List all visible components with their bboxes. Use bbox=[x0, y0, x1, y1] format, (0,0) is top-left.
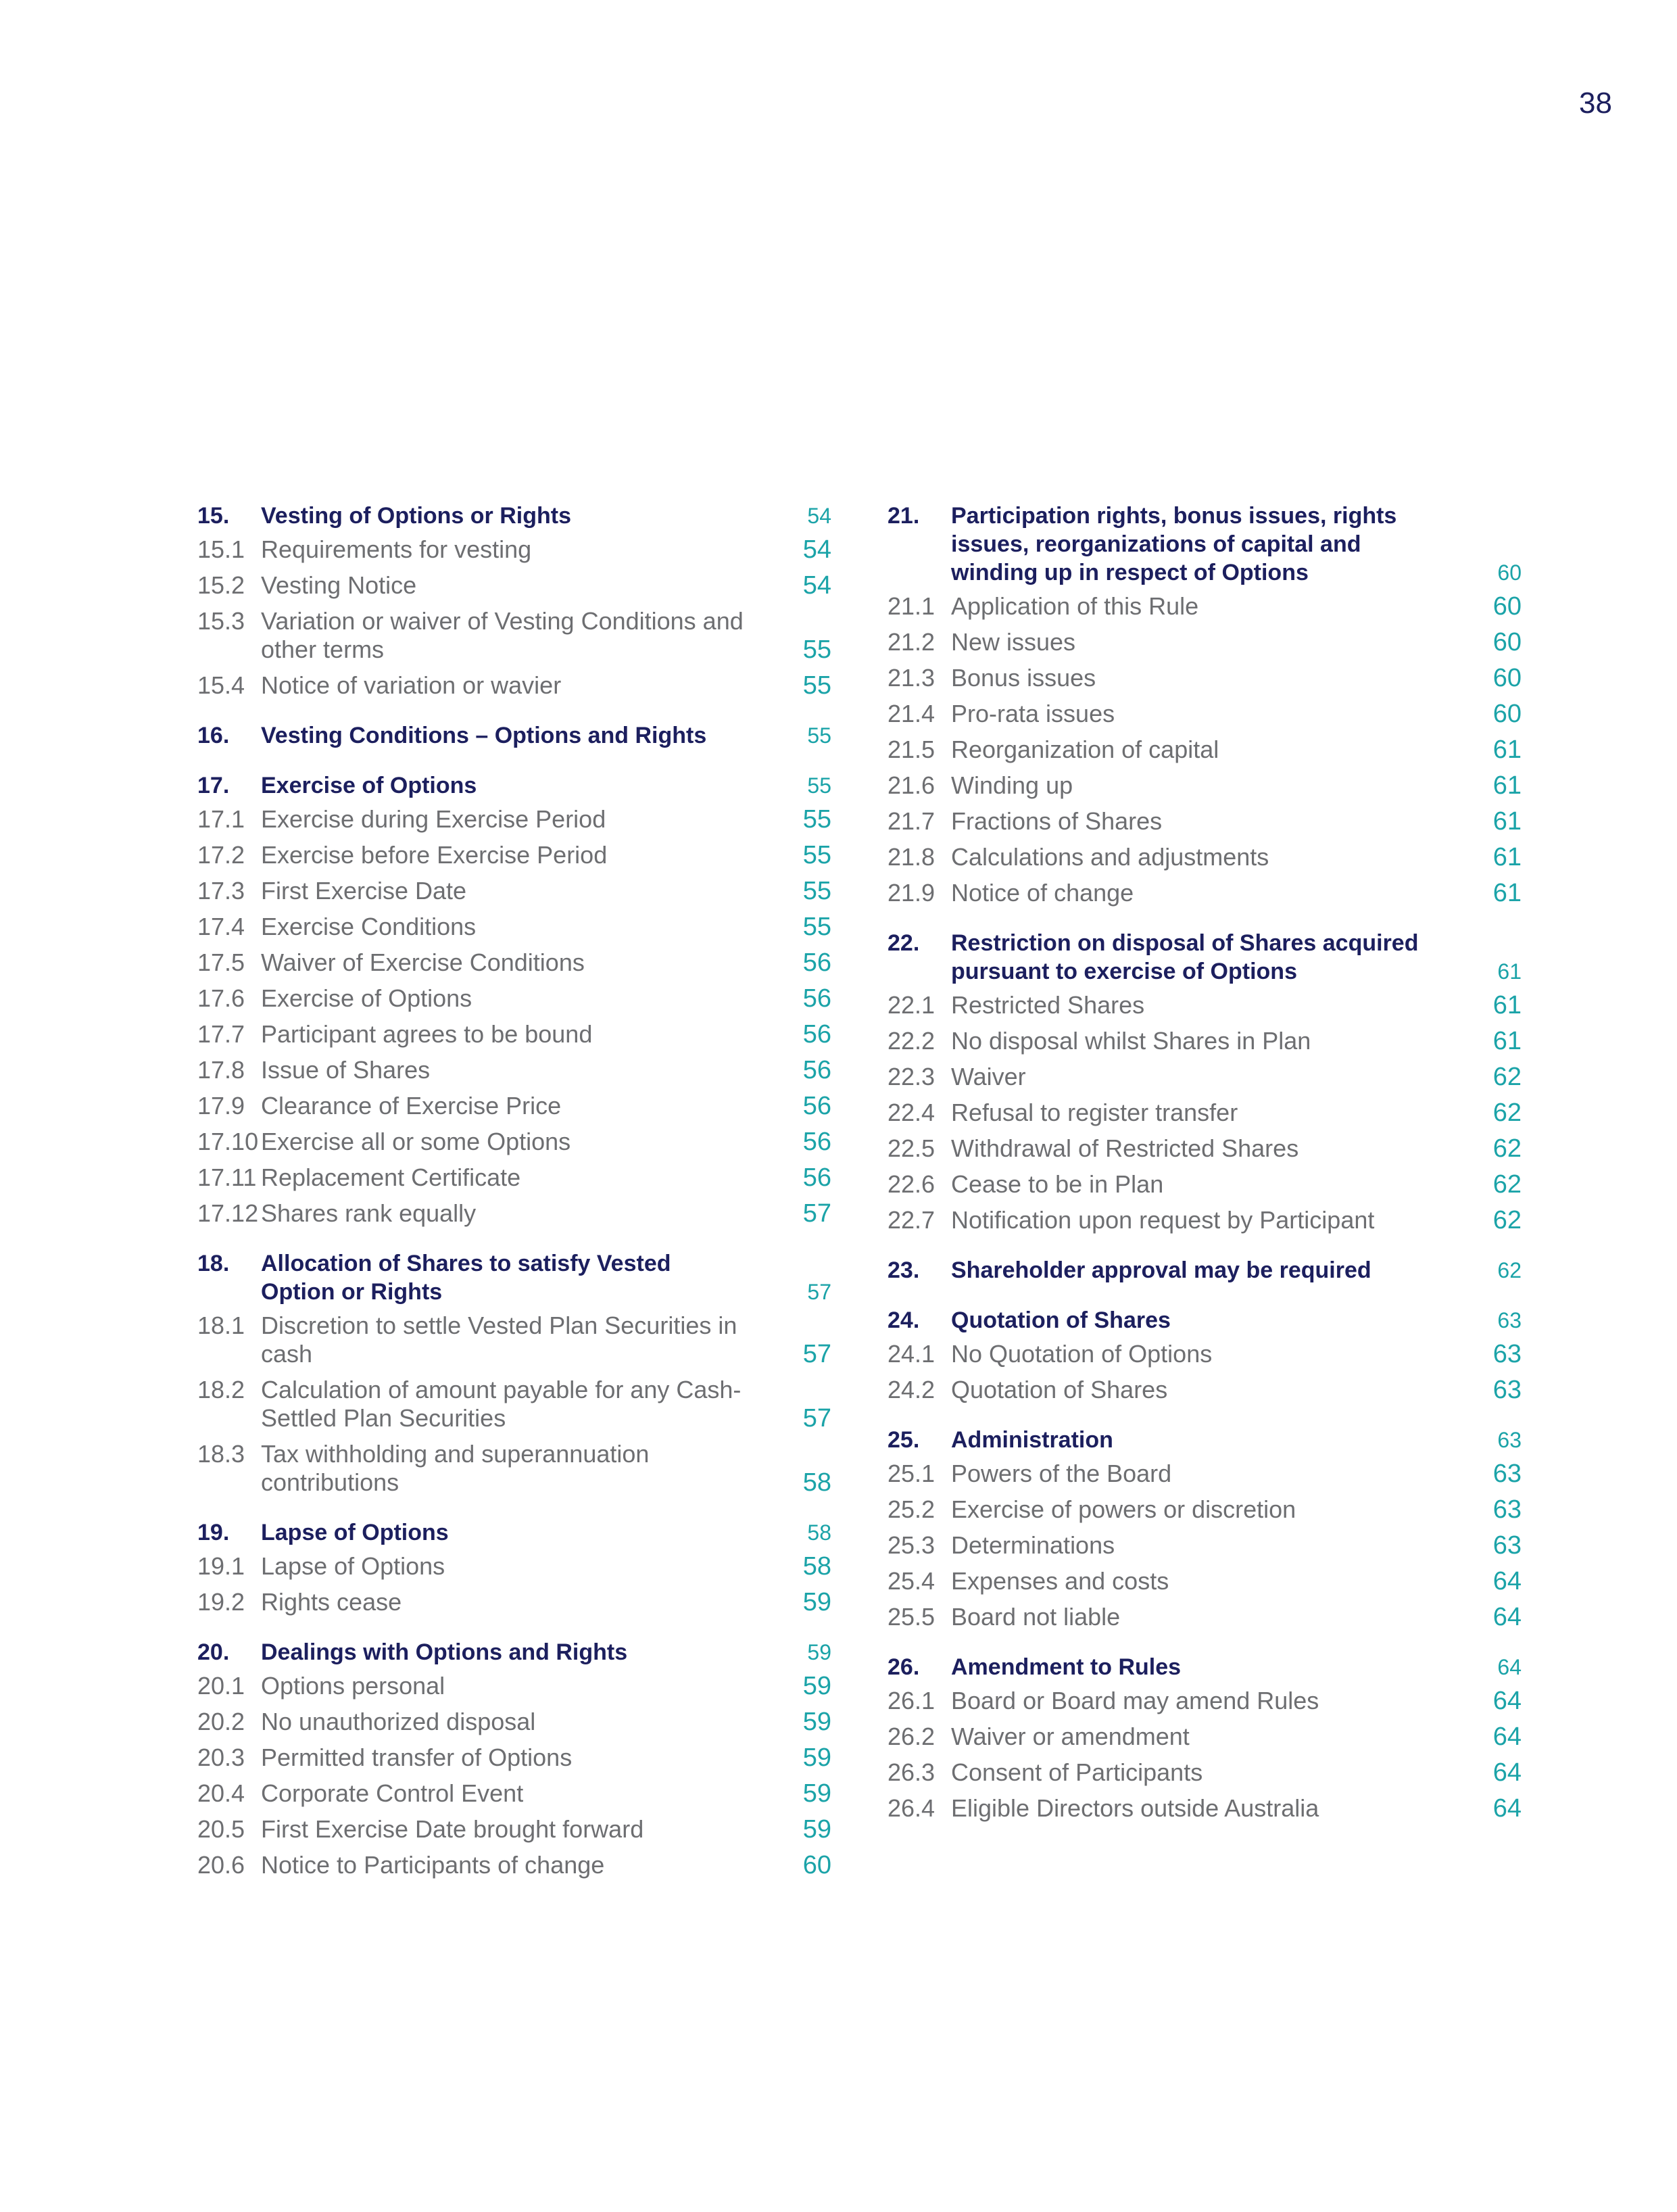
toc-entry[interactable] bbox=[888, 1170, 1522, 1199]
toc-number: 25.2 bbox=[888, 1495, 935, 1523]
toc-page-number: 56 bbox=[802, 984, 831, 1013]
toc-title: Replacement Certificate bbox=[261, 1163, 521, 1191]
toc-page-number: 57 bbox=[802, 1404, 831, 1433]
toc-title: Permitted transfer of Options bbox=[261, 1744, 573, 1771]
toc-page-number: 56 bbox=[802, 1128, 831, 1156]
toc-number: 17.10 bbox=[197, 1128, 259, 1155]
toc-page-number: 57 bbox=[802, 1340, 831, 1368]
toc-number: 19. bbox=[197, 1520, 230, 1545]
toc-title: Shareholder approval may be required bbox=[951, 1257, 1371, 1283]
toc-page-number: 56 bbox=[802, 1020, 831, 1049]
toc-number: 21.1 bbox=[888, 592, 935, 620]
toc-entry[interactable] bbox=[888, 1063, 1522, 1091]
toc-section-heading[interactable] bbox=[888, 1426, 1522, 1454]
toc-page-number: 56 bbox=[802, 948, 831, 977]
toc-number: 25.1 bbox=[888, 1460, 935, 1487]
toc-number: 24. bbox=[888, 1307, 920, 1333]
toc-page-number: 62 bbox=[1492, 1063, 1522, 1091]
toc-page-number: 54 bbox=[802, 535, 831, 564]
toc-page-number: 55 bbox=[802, 913, 831, 941]
toc-number: 25.4 bbox=[888, 1567, 935, 1595]
toc-page-number: 63 bbox=[1492, 1460, 1522, 1488]
toc-number: 23. bbox=[888, 1257, 920, 1283]
toc-entry[interactable] bbox=[197, 1056, 831, 1084]
toc-page-number: 56 bbox=[802, 1163, 831, 1192]
toc-entry[interactable] bbox=[197, 1779, 831, 1808]
toc-title: Vesting Notice bbox=[261, 571, 417, 599]
toc-entry[interactable] bbox=[888, 843, 1522, 871]
page-number: 38 bbox=[1579, 87, 1612, 120]
toc-number: 15.1 bbox=[197, 535, 245, 563]
toc-entry[interactable] bbox=[888, 1027, 1522, 1055]
toc-number: 17.12 bbox=[197, 1199, 259, 1227]
toc-title: Options personal bbox=[261, 1672, 445, 1700]
toc-title: No Quotation of Options bbox=[951, 1340, 1213, 1368]
toc-number: 16. bbox=[197, 723, 230, 748]
toc-page-number: 59 bbox=[802, 1815, 831, 1844]
toc-title: Vesting Conditions – Options and Rights bbox=[261, 723, 707, 748]
toc-entry[interactable] bbox=[197, 1020, 831, 1049]
toc-title: Exercise before Exercise Period bbox=[261, 841, 608, 869]
toc-entry[interactable] bbox=[197, 1376, 831, 1433]
toc-title: Determinations bbox=[951, 1531, 1115, 1559]
toc-number: 22.3 bbox=[888, 1063, 935, 1090]
toc-section-heading[interactable] bbox=[888, 1306, 1522, 1335]
toc-title: Exercise all or some Options bbox=[261, 1128, 571, 1155]
toc-section-heading[interactable] bbox=[888, 1653, 1522, 1681]
toc-page-number: 61 bbox=[1492, 843, 1522, 871]
toc-title: Tax withholding and superannuation contributions bbox=[261, 1440, 650, 1496]
toc-page-number: 63 bbox=[1497, 1428, 1522, 1452]
toc-title: Calculation of amount payable for any Cash-Settled Plan Securities bbox=[261, 1376, 742, 1432]
toc-entry[interactable] bbox=[888, 1376, 1522, 1404]
toc-entry[interactable] bbox=[888, 771, 1522, 800]
toc-number: 22.2 bbox=[888, 1027, 935, 1055]
toc-page-number: 63 bbox=[1497, 1308, 1522, 1332]
toc-entry[interactable] bbox=[888, 1723, 1522, 1751]
toc-number: 21.6 bbox=[888, 771, 935, 799]
toc-number: 21.2 bbox=[888, 628, 935, 656]
toc-title: First Exercise Date brought forward bbox=[261, 1815, 644, 1843]
toc-number: 25.3 bbox=[888, 1531, 935, 1559]
toc-entry[interactable] bbox=[197, 841, 831, 869]
toc-title: Eligible Directors outside Australia bbox=[951, 1794, 1319, 1822]
toc-number: 22.7 bbox=[888, 1206, 935, 1234]
toc-entry[interactable] bbox=[197, 1708, 831, 1736]
toc-page-number: 64 bbox=[1492, 1758, 1522, 1787]
toc-entry[interactable] bbox=[888, 1340, 1522, 1368]
toc-entry[interactable] bbox=[197, 1588, 831, 1616]
toc-number: 20. bbox=[197, 1639, 230, 1665]
toc-number: 22.1 bbox=[888, 991, 935, 1019]
toc-title: Notice to Participants of change bbox=[261, 1851, 605, 1879]
toc-number: 17.9 bbox=[197, 1092, 245, 1120]
toc-number: 15. bbox=[197, 503, 230, 529]
toc-title: Bonus issues bbox=[951, 664, 1096, 692]
toc-number: 26.2 bbox=[888, 1723, 935, 1750]
toc-page-number: 62 bbox=[1492, 1206, 1522, 1234]
toc-title: Application of this Rule bbox=[951, 592, 1199, 620]
toc-number: 15.2 bbox=[197, 571, 245, 599]
toc-page-number: 59 bbox=[802, 1672, 831, 1700]
toc-section-heading[interactable] bbox=[197, 1249, 831, 1306]
toc-entry[interactable] bbox=[197, 877, 831, 905]
toc-page-number: 58 bbox=[802, 1468, 831, 1497]
toc-title: Winding up bbox=[951, 771, 1073, 799]
toc-entry[interactable] bbox=[197, 1199, 831, 1228]
toc-title: Restriction on disposal of Shares acquired pursuant to exercise of Options bbox=[951, 930, 1419, 984]
toc-entry[interactable] bbox=[888, 1794, 1522, 1823]
toc-number: 19.2 bbox=[197, 1588, 245, 1616]
toc-page-number: 64 bbox=[1492, 1603, 1522, 1631]
toc-title: Waiver bbox=[951, 1063, 1026, 1090]
toc-page-number: 58 bbox=[802, 1552, 831, 1581]
toc-page-number: 61 bbox=[1492, 771, 1522, 800]
toc-section-heading[interactable] bbox=[197, 721, 831, 750]
toc-section-heading[interactable] bbox=[888, 929, 1522, 986]
toc-title: Amendment to Rules bbox=[951, 1654, 1182, 1680]
toc-page-number: 55 bbox=[802, 635, 831, 664]
toc-title: First Exercise Date bbox=[261, 877, 467, 905]
toc-entry[interactable] bbox=[197, 984, 831, 1013]
toc-number: 17.4 bbox=[197, 913, 245, 940]
toc-title: Restricted Shares bbox=[951, 991, 1145, 1019]
toc-page-number: 55 bbox=[807, 773, 831, 798]
toc-entry[interactable] bbox=[888, 1134, 1522, 1163]
toc-number: 17. bbox=[197, 773, 230, 798]
toc-page-number: 59 bbox=[807, 1640, 831, 1664]
toc-section-heading[interactable] bbox=[888, 502, 1522, 587]
toc-entry[interactable] bbox=[888, 1495, 1522, 1524]
toc-entry[interactable] bbox=[197, 671, 831, 700]
toc-entry[interactable] bbox=[197, 1128, 831, 1156]
toc-number: 19.1 bbox=[197, 1552, 245, 1580]
toc-section-heading[interactable] bbox=[888, 1256, 1522, 1284]
toc-title: Withdrawal of Restricted Shares bbox=[951, 1134, 1299, 1162]
toc-title: Quotation of Shares bbox=[951, 1307, 1171, 1333]
toc-entry[interactable] bbox=[197, 1672, 831, 1700]
toc-page-number: 59 bbox=[802, 1708, 831, 1736]
toc-page-number: 63 bbox=[1492, 1495, 1522, 1524]
toc-title: Rights cease bbox=[261, 1588, 402, 1616]
toc-number: 21. bbox=[888, 503, 920, 529]
toc-entry[interactable] bbox=[197, 535, 831, 564]
toc-section-heading[interactable] bbox=[197, 1638, 831, 1666]
toc-entry[interactable] bbox=[197, 913, 831, 941]
toc-page-number: 60 bbox=[1492, 664, 1522, 692]
toc-page-number: 60 bbox=[1492, 592, 1522, 621]
toc-entry[interactable] bbox=[197, 1312, 831, 1368]
toc-number: 22.6 bbox=[888, 1170, 935, 1198]
toc-page-number: 61 bbox=[1492, 879, 1522, 907]
toc-number: 17.11 bbox=[197, 1163, 257, 1191]
toc-title: Vesting of Options or Rights bbox=[261, 503, 571, 529]
toc-number: 21.5 bbox=[888, 736, 935, 763]
toc-page-number: 56 bbox=[802, 1092, 831, 1120]
toc-number: 18.3 bbox=[197, 1440, 245, 1468]
toc-page-number: 54 bbox=[802, 571, 831, 600]
toc-number: 21.3 bbox=[888, 664, 935, 692]
toc-number: 18.2 bbox=[197, 1376, 245, 1403]
toc-page-number: 64 bbox=[1497, 1655, 1522, 1679]
toc-page-number: 60 bbox=[1492, 628, 1522, 656]
toc-number: 24.1 bbox=[888, 1340, 935, 1368]
toc-number: 24.2 bbox=[888, 1376, 935, 1403]
toc-number: 20.3 bbox=[197, 1744, 245, 1771]
toc-number: 21.8 bbox=[888, 843, 935, 871]
toc-page-number: 56 bbox=[802, 1056, 831, 1084]
toc-page-number: 55 bbox=[802, 841, 831, 869]
toc-title: Fractions of Shares bbox=[951, 807, 1163, 835]
toc-number: 20.1 bbox=[197, 1672, 245, 1700]
toc-title: Requirements for vesting bbox=[261, 535, 532, 563]
toc-title: Administration bbox=[951, 1427, 1113, 1453]
toc-title: Participant agrees to be bound bbox=[261, 1020, 593, 1048]
toc-title: Waiver or amendment bbox=[951, 1723, 1190, 1750]
toc-number: 15.3 bbox=[197, 607, 245, 635]
toc-number: 20.5 bbox=[197, 1815, 245, 1843]
toc-entry[interactable] bbox=[197, 1815, 831, 1844]
toc-number: 17.6 bbox=[197, 984, 245, 1012]
toc-title: No unauthorized disposal bbox=[261, 1708, 536, 1735]
toc-number: 22. bbox=[888, 930, 920, 956]
toc-entry[interactable] bbox=[888, 1099, 1522, 1127]
toc-entry[interactable] bbox=[197, 1744, 831, 1772]
toc-page-number: 59 bbox=[802, 1588, 831, 1616]
toc-number: 17.8 bbox=[197, 1056, 245, 1084]
toc-page-number: 63 bbox=[1492, 1376, 1522, 1404]
toc-page-number: 55 bbox=[807, 723, 831, 748]
toc-page-number: 59 bbox=[802, 1744, 831, 1772]
toc-page-number: 61 bbox=[1492, 807, 1522, 836]
toc-page-number: 55 bbox=[802, 805, 831, 834]
toc-number: 21.7 bbox=[888, 807, 935, 835]
toc-title: New issues bbox=[951, 628, 1076, 656]
toc-title: Dealings with Options and Rights bbox=[261, 1639, 628, 1665]
toc-left-column bbox=[197, 502, 831, 1887]
toc-number: 20.4 bbox=[197, 1779, 245, 1807]
toc-page-number: 64 bbox=[1492, 1723, 1522, 1751]
toc-right-column bbox=[888, 502, 1522, 1830]
toc-number: 21.9 bbox=[888, 879, 935, 907]
toc-number: 25. bbox=[888, 1427, 920, 1453]
toc-page-number: 55 bbox=[802, 877, 831, 905]
toc-entry[interactable] bbox=[888, 1687, 1522, 1715]
toc-title: Notice of change bbox=[951, 879, 1134, 907]
toc-page-number: 61 bbox=[1492, 991, 1522, 1019]
toc-entry[interactable] bbox=[197, 1163, 831, 1192]
toc-title: Issue of Shares bbox=[261, 1056, 431, 1084]
toc-number: 17.5 bbox=[197, 948, 245, 976]
toc-number: 20.6 bbox=[197, 1851, 245, 1879]
toc-entry[interactable] bbox=[888, 592, 1522, 621]
toc-number: 22.4 bbox=[888, 1099, 935, 1126]
toc-entry[interactable] bbox=[197, 1440, 831, 1497]
toc-title: Notification upon request by Participant bbox=[951, 1206, 1375, 1234]
toc-page-number: 61 bbox=[1492, 736, 1522, 764]
toc-entry[interactable] bbox=[197, 1092, 831, 1120]
toc-number: 21.4 bbox=[888, 700, 935, 727]
toc-entry[interactable] bbox=[197, 1552, 831, 1581]
toc-title: Expenses and costs bbox=[951, 1567, 1169, 1595]
toc-number: 18.1 bbox=[197, 1312, 245, 1339]
toc-section-heading[interactable] bbox=[197, 771, 831, 800]
toc-page-number: 64 bbox=[1492, 1567, 1522, 1595]
toc-title: Board or Board may amend Rules bbox=[951, 1687, 1319, 1714]
toc-page-number: 59 bbox=[802, 1779, 831, 1808]
toc-number: 17.1 bbox=[197, 805, 245, 833]
toc-entry[interactable] bbox=[197, 607, 831, 664]
toc-number: 15.4 bbox=[197, 671, 245, 699]
toc-entry[interactable] bbox=[888, 700, 1522, 728]
toc-page-number: 58 bbox=[807, 1520, 831, 1545]
toc-title: Shares rank equally bbox=[261, 1199, 477, 1227]
toc-title: Lapse of Options bbox=[261, 1520, 449, 1545]
toc-title: Participation rights, bonus issues, rights issues, reorganizations of capital and winding up in respect of Options bbox=[951, 503, 1397, 585]
toc-page-number: 57 bbox=[802, 1199, 831, 1228]
toc-page-number: 55 bbox=[802, 671, 831, 700]
toc-page-number: 63 bbox=[1492, 1340, 1522, 1368]
toc-title: Discretion to settle Vested Plan Securities in cash bbox=[261, 1312, 737, 1368]
toc-entry[interactable] bbox=[197, 1851, 831, 1879]
toc-page-number: 57 bbox=[807, 1280, 831, 1304]
toc-page-number: 62 bbox=[1492, 1170, 1522, 1199]
toc-title: Calculations and adjustments bbox=[951, 843, 1269, 871]
toc-title: Allocation of Shares to satisfy Vested Option or Rights bbox=[261, 1251, 671, 1305]
toc-page-number: 61 bbox=[1497, 959, 1522, 984]
toc-number: 17.2 bbox=[197, 841, 245, 869]
toc-title: Exercise of Options bbox=[261, 773, 477, 798]
toc-title: Corporate Control Event bbox=[261, 1779, 524, 1807]
toc-number: 26.4 bbox=[888, 1794, 935, 1822]
toc-title: Exercise during Exercise Period bbox=[261, 805, 606, 833]
toc-entry[interactable] bbox=[197, 805, 831, 834]
toc-title: Quotation of Shares bbox=[951, 1376, 1168, 1403]
toc-entry[interactable] bbox=[197, 571, 831, 600]
toc-page-number: 62 bbox=[1492, 1134, 1522, 1163]
toc-entry[interactable] bbox=[888, 879, 1522, 907]
toc-entry[interactable] bbox=[888, 1567, 1522, 1595]
toc-title: Exercise of Options bbox=[261, 984, 472, 1012]
toc-title: Exercise of powers or discretion bbox=[951, 1495, 1296, 1523]
toc-number: 26.3 bbox=[888, 1758, 935, 1786]
toc-entry[interactable] bbox=[888, 1460, 1522, 1488]
toc-entry[interactable] bbox=[197, 948, 831, 977]
toc-number: 26. bbox=[888, 1654, 920, 1680]
toc-section-heading[interactable] bbox=[197, 502, 831, 530]
toc-title: Reorganization of capital bbox=[951, 736, 1219, 763]
toc-entry[interactable] bbox=[888, 664, 1522, 692]
toc-page-number: 60 bbox=[1492, 700, 1522, 728]
toc-number: 20.2 bbox=[197, 1708, 245, 1735]
toc-title: No disposal whilst Shares in Plan bbox=[951, 1027, 1311, 1055]
toc-page-number: 54 bbox=[807, 504, 831, 528]
toc-title: Notice of variation or wavier bbox=[261, 671, 562, 699]
toc-entry[interactable] bbox=[888, 628, 1522, 656]
toc-title: Powers of the Board bbox=[951, 1460, 1172, 1487]
toc-entry[interactable] bbox=[888, 1603, 1522, 1631]
toc-entry[interactable] bbox=[888, 991, 1522, 1019]
toc-title: Lapse of Options bbox=[261, 1552, 445, 1580]
toc-entry[interactable] bbox=[888, 736, 1522, 764]
toc-number: 22.5 bbox=[888, 1134, 935, 1162]
toc-number: 26.1 bbox=[888, 1687, 935, 1714]
toc-section-heading[interactable] bbox=[197, 1518, 831, 1547]
toc-page-number: 60 bbox=[1497, 560, 1522, 585]
toc-entry[interactable] bbox=[888, 1206, 1522, 1234]
toc-title: Variation or waiver of Vesting Conditions and other terms bbox=[261, 607, 744, 663]
toc-title: Refusal to register transfer bbox=[951, 1099, 1238, 1126]
toc-number: 18. bbox=[197, 1251, 230, 1276]
toc-page-number: 64 bbox=[1492, 1687, 1522, 1715]
toc-page-number: 62 bbox=[1497, 1258, 1522, 1282]
toc-page-number: 64 bbox=[1492, 1794, 1522, 1823]
toc-entry[interactable] bbox=[888, 1758, 1522, 1787]
toc-title: Consent of Participants bbox=[951, 1758, 1203, 1786]
toc-entry[interactable] bbox=[888, 1531, 1522, 1560]
toc-page-number: 62 bbox=[1492, 1099, 1522, 1127]
toc-page-number: 61 bbox=[1492, 1027, 1522, 1055]
toc-title: Pro-rata issues bbox=[951, 700, 1115, 727]
toc-entry[interactable] bbox=[888, 807, 1522, 836]
toc-number: 17.7 bbox=[197, 1020, 245, 1048]
toc-page-number: 63 bbox=[1492, 1531, 1522, 1560]
toc-title: Clearance of Exercise Price bbox=[261, 1092, 562, 1120]
toc-title: Exercise Conditions bbox=[261, 913, 477, 940]
toc-page-number: 60 bbox=[802, 1851, 831, 1879]
toc-number: 17.3 bbox=[197, 877, 245, 905]
toc-title: Board not liable bbox=[951, 1603, 1121, 1631]
toc-title: Waiver of Exercise Conditions bbox=[261, 948, 585, 976]
toc-title: Cease to be in Plan bbox=[951, 1170, 1164, 1198]
toc-number: 25.5 bbox=[888, 1603, 935, 1631]
